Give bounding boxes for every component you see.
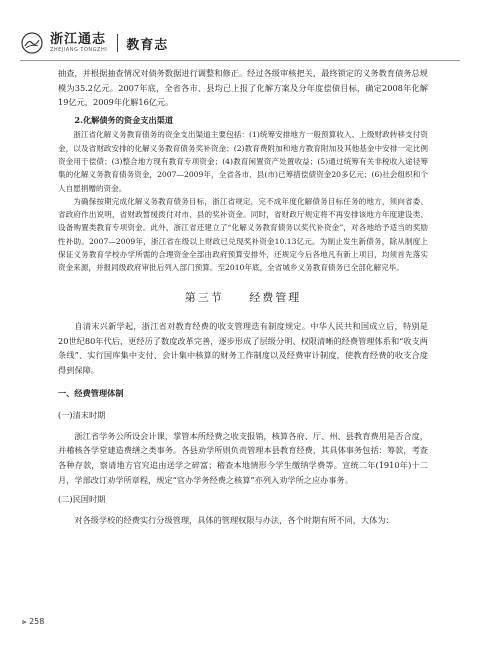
page-number [22,617,44,627]
subsection-heading: 2.化解债务的资金支出渠道 [74,114,174,125]
logo-title: 浙江通志 [50,32,107,47]
paragraph-intro: 自清末兴新学起，浙江省对教育经费的收支管理迭有制度规定。中华人民共和国成立后，特别是20世纪80年代后，更经历了数度改革完善，逐步形成了层级分明、权限清晰的经费管理体系和“收支两条线”、实行国库集中支付、会计集中核算的财务工作制度以及经费审计制度，使教育经费的收支合度得到保障。 [58,321,428,376]
paragraph-qing: 浙江省学务公所设会计课，掌管本所经费之收支报销，核算各府、厅、州、县教育费用是否合度，并稽核各学堂建造费缮之类事务。各县劝学所则负责管理本县教育经费，其具体事务包括：筹款，考查各种存款，察请地方官究追由送学之碎富；稽查本地情形今学生缴纳学费等。宣统二年(1910年)十二月，学部改订劝学所章程，规定“官办学务经费之核算”亦列入劝学所之应办事务。 [58,430,428,485]
paragraph-small-1: 浙江省化解义务教育债务的资金支出渠道主要包括：(1)统筹安排地方一般预算收入、上级财政转移支付资金，以及省财政安排的化解义务教育债务奖补资金；(2)教育费附加和地方教育附加及其他基金中安排一定比例资金用于偿债；(3)整合地方现有教育专项资金；(4)教育闲置资产处置收益；(5)通过统筹有关非税收入途径筹集的化解义务教育债务资金，2007—2009年，全省各市、县(市)已筹措偿债资金20多亿元；(6)社会组织和个人自愿捐赠的资金。 [58,130,428,193]
logo-subtitle: ZHEJIANG TONGZHI [50,47,108,53]
page-number-marker-icon: ⫸ [22,617,27,626]
paragraph-minguo: 对各级学校的经费实行分级管理，具体的管理权限与办法，各个时期有所不同，大体为： [74,514,394,525]
page-header [20,26,460,60]
section-title-number: 第三节 [184,290,224,304]
page-content [58,66,428,527]
section-name: 教育志 [126,37,169,53]
header-rule [20,60,460,61]
logo [20,31,107,55]
small-text-block [58,128,428,274]
heading-qing: (一)清末时期 [58,410,106,421]
heading-level1: 一、经费管理体制 [58,387,124,398]
paragraph-small-2: 为确保按期完成化解义务教育债务目标，浙江省规定，完不成年度化解债务目标任务的地方，须向省委、省政府作出说明，省财政暂缓拨付对市、县的奖补资金。同时，省财政厅规定将不再安排该地方年度建设类、设备购置类教育专项资金。此外，浙江省还建立了“化解义务教育债务以奖代补资金”，对各地给予适当的奖励性补助。2007—2009年，浙江省在级以上财政已兑现奖补资金10.13亿元。为制止发生新债务，除从制度上保证义务教育学校办学所需的合理资金全部由政府预算安排外，还规定今后各地凡有新上项目，均须首先落实资金来源，并报同级政府审批后列入部门预算。至2010年底，全省城乡义务教育债务已全部化解完毕。 [58,196,428,273]
logo-mark-icon [20,31,44,55]
page-number-value: 258 [29,617,45,626]
section-title-text: 经费管理 [249,290,302,304]
paragraph-top: 抽查，并根据抽查情况对债务数据进行调整和修正。经过各级审核把关，最终锁定的义务教育债务总规模为35.2亿元。2007年底，全省各市、县均已上报了化解方案及分年度偿债目标，确定2008年化解19亿元，2009年化解16亿元。 [58,68,428,108]
section-title [58,291,428,306]
heading-minguo: (二)民国时期 [58,494,106,505]
header-divider [117,34,118,52]
